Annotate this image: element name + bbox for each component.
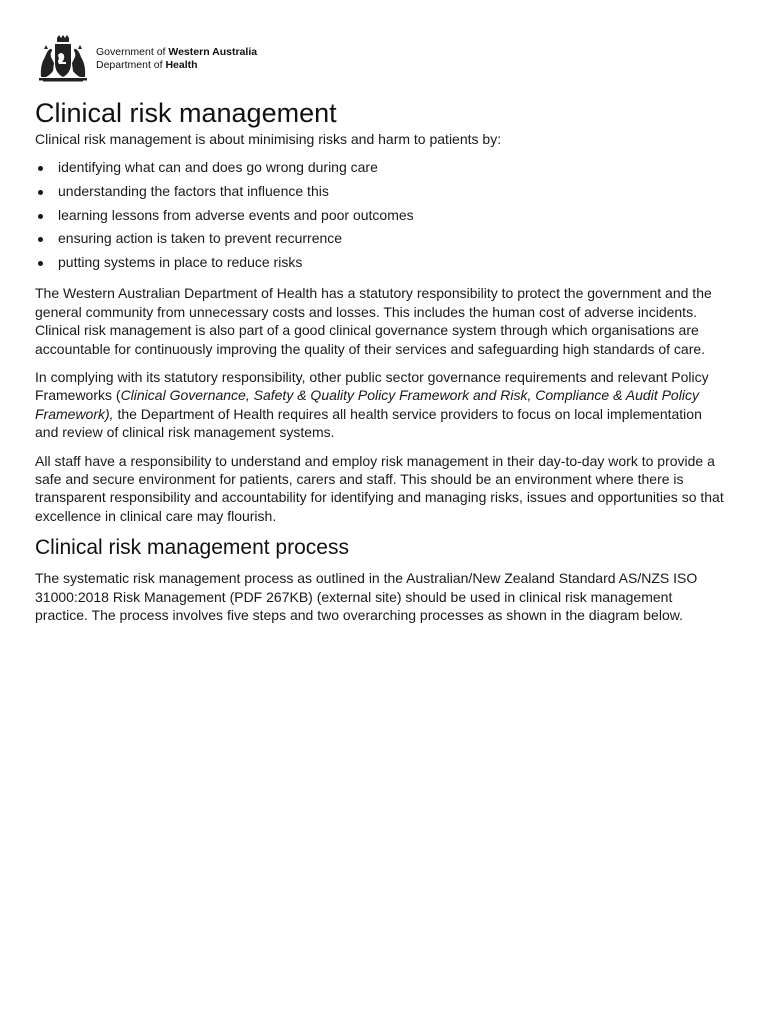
- policy-frameworks-italic: Clinical Governance, Safety & Quality Policy Framework and Risk, Compliance & Audit Policy Framework),: [35, 387, 699, 422]
- paragraph-statutory-responsibility: The Western Australian Department of Health has a statutory responsibility to protect the government and the general community from unnecessary costs and losses. This includes the human cost of adverse incidents. Clinical risk management is also part of a good clinical governance system through which organisations are accountable for continuously improving the quality of their services and safeguarding high standards of care.: [35, 285, 712, 357]
- list-item: learning lessons from adverse events and poor outcomes: [35, 204, 725, 228]
- list-item: putting systems in place to reduce risks: [35, 251, 725, 275]
- list-item: understanding the factors that influence this: [35, 180, 725, 204]
- list-item: identifying what can and does go wrong during care: [35, 156, 725, 180]
- org-line-government: Government of Western Australia: [96, 46, 258, 58]
- intro-paragraph: Clinical risk management is about minimising risks and harm to patients by:: [35, 131, 502, 147]
- organisation-name: [96, 46, 257, 72]
- paragraph-staff-responsibility: All staff have a responsibility to understand and employ risk management in their day-to-day work to provide a safe and secure environment for patients, carers and staff. This should be an environment where there is transparent responsibility and accountability for identifying and managing risks, issues and opportunities so that excellence in clinical care may flourish.: [35, 452, 724, 524]
- paragraph-process: The systematic risk management process as outlined in the Australian/New Zealand Standard AS/NZS ISO 31000:2018 Risk Management (PDF 267KB) (external site) should be used in clinical risk management practice. The process involves five steps and two overarching processes as shown in the diagram below.: [35, 570, 698, 624]
- document-page: [35, 34, 725, 634]
- section-heading: Clinical risk management process: [35, 536, 349, 560]
- org-line-department: Department of Health: [96, 59, 198, 71]
- paragraph-policy-frameworks: In complying with its statutory responsibility, other public sector governance requirements and relevant Policy Frameworks (Clinical Governance, Safety & Quality Policy Framework and Risk, Compliance & Audit Policy Framework), the Department of Health requires all health service providers to focus on local implementation and review of clinical risk management systems.: [35, 369, 709, 441]
- wa-coat-of-arms-logo: [35, 35, 91, 83]
- list-item: ensuring action is taken to prevent recurrence: [35, 227, 725, 251]
- page-header: [35, 34, 725, 84]
- page-title: Clinical risk management: [35, 98, 337, 128]
- bullet-list: [35, 156, 725, 274]
